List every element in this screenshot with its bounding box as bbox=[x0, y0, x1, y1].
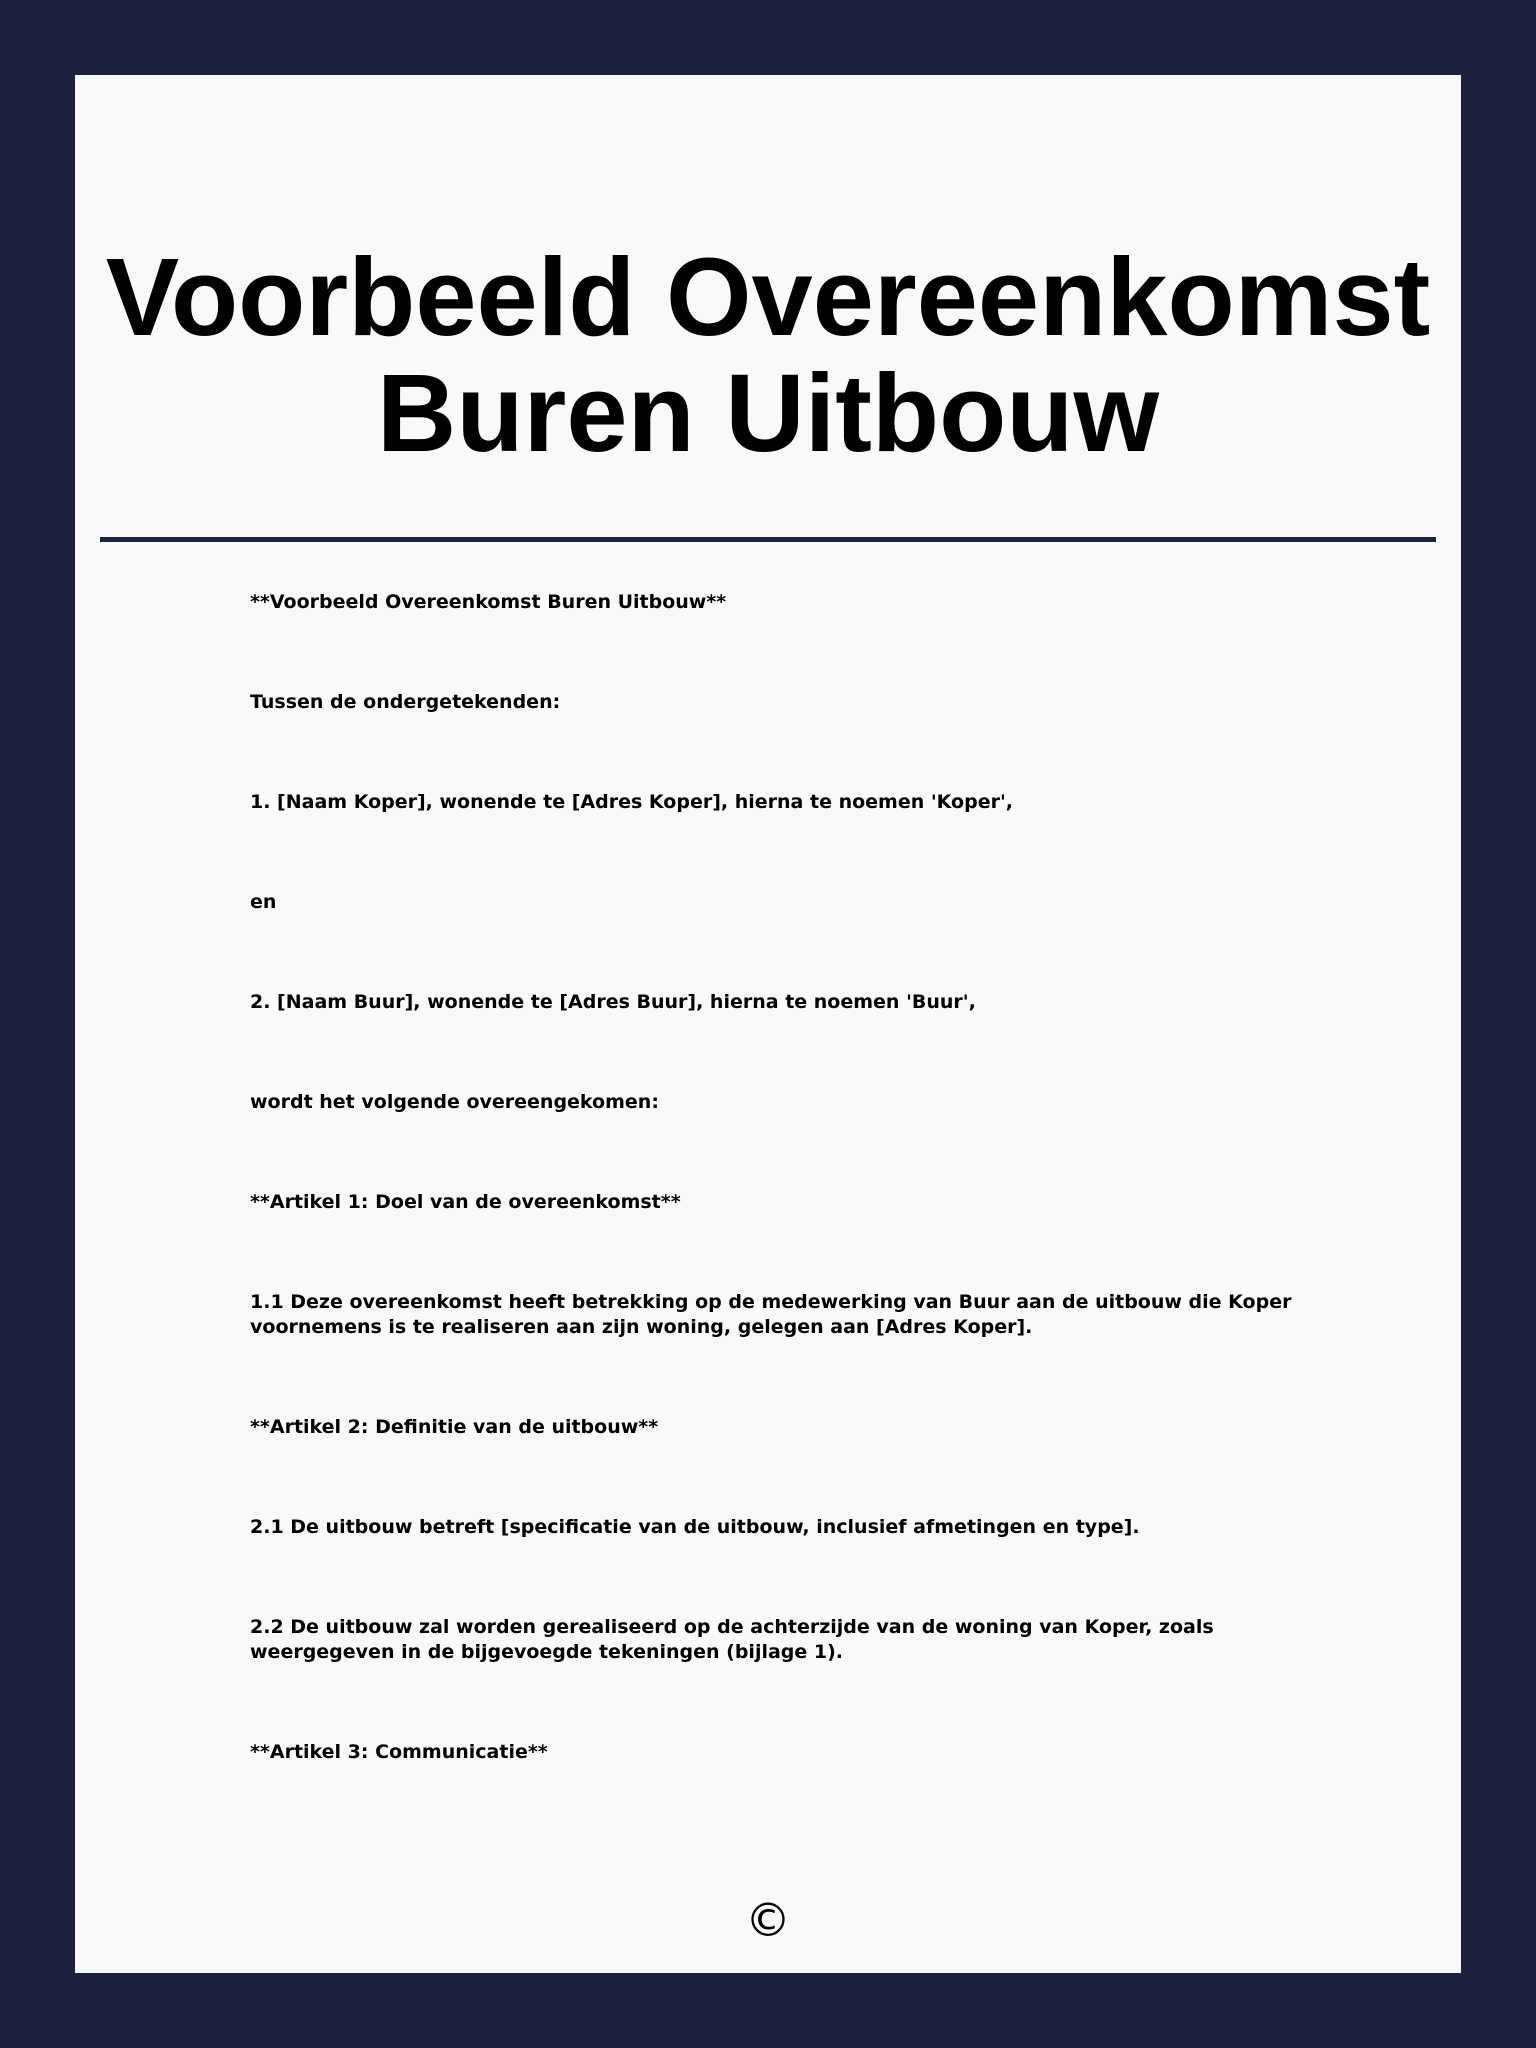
paragraph-article-2-1: 2.1 De uitbouw betreft [specificatie van de uitbouw, inclusief afmetingen en type]. bbox=[250, 1516, 1140, 1538]
paragraph-agreement: wordt het volgende overeengekomen: bbox=[250, 1091, 659, 1113]
paragraph-party-buur: 2. [Naam Buur], wonende te [Adres Buur], hierna te noemen 'Buur', bbox=[250, 991, 976, 1013]
title-divider bbox=[100, 537, 1436, 542]
document-title-line-1: Voorbeeld Overeenkomst bbox=[105, 236, 1431, 359]
paragraph-article-1-1: 1.1 Deze overeenkomst heeft betrekking op de medewerking van Buur aan de uitbouw die Koper voornemens is te realiseren aan zijn woning, gelegen aan [Adres Koper]. bbox=[250, 1291, 1292, 1338]
heading-article-2: **Artikel 2: Definitie van de uitbouw** bbox=[250, 1416, 659, 1438]
heading-article-3: **Artikel 3: Communicatie** bbox=[250, 1741, 548, 1763]
paragraph-article-2-2: 2.2 De uitbouw zal worden gerealiseerd op de achterzijde van de woning van Koper, zoals weergegeven in de bijgevoegde tekeningen (bijlage 1). bbox=[250, 1616, 1214, 1663]
paragraph-en: en bbox=[250, 891, 277, 913]
heading-document: **Voorbeeld Overeenkomst Buren Uitbouw** bbox=[250, 591, 727, 613]
paragraph-intro: Tussen de ondergetekenden: bbox=[250, 691, 561, 713]
document-title-line-2: Buren Uitbouw bbox=[376, 352, 1160, 475]
document-title bbox=[75, 236, 1461, 475]
copyright-icon: © bbox=[745, 1893, 791, 1947]
heading-article-1: **Artikel 1: Doel van de overeenkomst** bbox=[250, 1191, 681, 1213]
document-page bbox=[75, 75, 1461, 1973]
paragraph-party-koper: 1. [Naam Koper], wonende te [Adres Koper], hierna te noemen 'Koper', bbox=[250, 791, 1014, 813]
